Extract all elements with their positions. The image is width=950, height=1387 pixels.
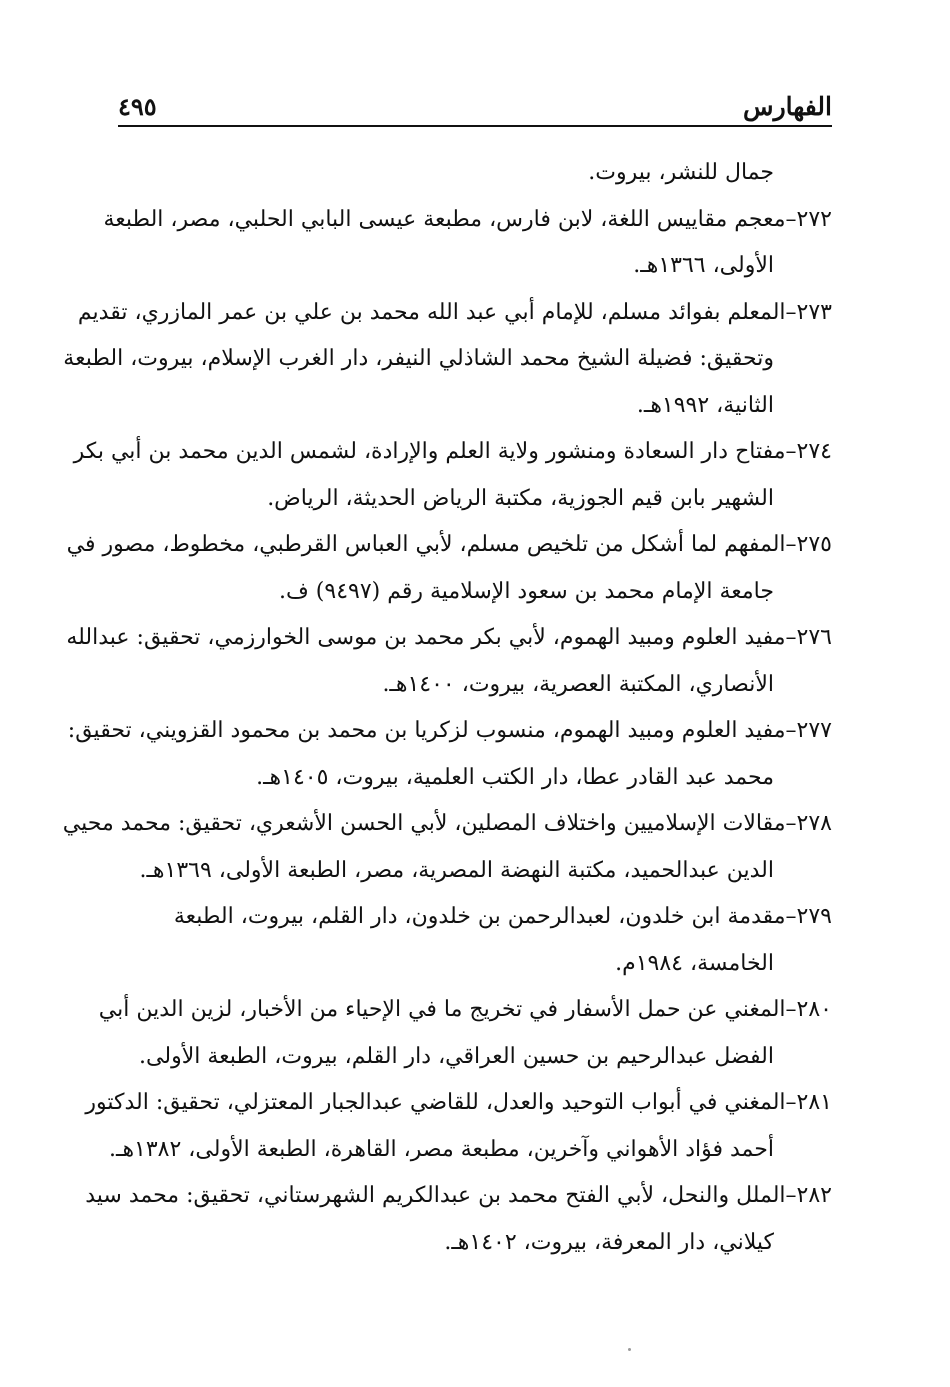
entry-number: ٢٧٨ [796,811,832,836]
entry-first-line: ٢٧٧–مفيد العلوم ومبيد الهموم، منسوب لزكريا بن محمد بن محمود القزويني، تحقيق: [67,718,832,743]
entry-first-line: ٢٧٦–مفيد العلوم ومبيد الهموم، لأبي بكر محمد بن موسى الخوارزمي، تحقيق: عبدالله [66,625,832,650]
entry-continuation-line: أحمد فؤاد الأهواني وآخرين، مطبعة مصر، القاهرة، الطبعة الأولى، ١٣٨٢هـ. [109,1136,774,1162]
entry-text: الملل والنحل، لأبي الفتح محمد بن عبدالكريم الشهرستاني، تحقيق: محمد سيد [85,1183,786,1208]
entry-number: ٢٧٢ [796,206,832,232]
bibliography-entry-273 [63,290,832,430]
bibliography-entry-274 [73,429,832,522]
entry-text: المفهم لما أشكل من تلخيص مسلم، لأبي العباس القرطبي، مخطوط، مصور في [66,532,786,557]
bibliography-entry-280 [98,987,832,1080]
entry-continuation-line: الفضل عبدالرحيم بن حسين العراقي، دار القلم، بيروت، الطبعة الأولى. [139,1043,774,1069]
bibliography-entry-282 [85,1173,832,1266]
entry-text: مقدمة ابن خلدون، لعبدالرحمن بن خلدون، دار القلم، بيروت، الطبعة [173,904,786,929]
entry-continuation-line: الأنصاري، المكتبة العصرية، بيروت، ١٤٠٠هـ. [382,671,774,697]
entry-continuation-line: الخامسة، ١٩٨٤م. [615,950,774,976]
entry-first-line: ٢٧٩–مقدمة ابن خلدون، لعبدالرحمن بن خلدون، دار القلم، بيروت، الطبعة [173,904,832,929]
scan-speck [628,1348,631,1351]
entry-number: ٢٨٠ [796,997,832,1022]
entry-continuation-line: جامعة الإمام محمد بن سعود الإسلامية رقم (٩٤٩٧) ف. [279,578,774,604]
entry-text: المعلم بفوائد مسلم، للإمام أبي عبد الله محمد بن علي بن عمر المازري، تقديم [77,299,786,325]
entry-text: مفتاح دار السعادة ومنشور ولاية العلم والإرادة، لشمس الدين محمد بن أبي بكر [73,439,786,464]
entry-number: ٢٧٩ [796,904,832,929]
continued-entry-line: جمال للنشر، بيروت. [588,160,774,185]
bibliography-entry-277 [67,708,832,801]
entry-text: المغني في أبواب التوحيد والعدل، للقاضي عبدالجبار المعتزلي، تحقيق: الدكتور [85,1090,786,1115]
entry-first-line: ٢٧٣–المعلم بفوائد مسلم، للإمام أبي عبد الله محمد بن علي بن عمر المازري، تقديم [77,299,832,325]
entry-text: مفيد العلوم ومبيد الهموم، منسوب لزكريا بن محمد بن محمود القزويني، تحقيق: [67,718,786,743]
page-number: ٤٩٥ [118,92,157,121]
entry-number: ٢٧٧ [796,718,832,743]
header-divider [118,125,832,127]
entry-continuation-line: الثانية، ١٩٩٢هـ. [636,392,774,418]
entry-first-line: ٢٨٢–الملل والنحل، لأبي الفتح محمد بن عبدالكريم الشهرستاني، تحقيق: محمد سيد [85,1183,832,1208]
entry-text: معجم مقاييس اللغة، لابن فارس، مطبعة عيسى البابي الحلبي، مصر، الطبعة [103,206,786,232]
entry-first-line: ٢٧٥–المفهم لما أشكل من تلخيص مسلم، لأبي العباس القرطبي، مخطوط، مصور في [66,532,832,557]
page-header [118,82,832,122]
entry-first-line: ٢٨١–المغني في أبواب التوحيد والعدل، للقاضي عبدالجبار المعتزلي، تحقيق: الدكتور [85,1090,832,1115]
entry-continuation-line: محمد عبد القادر عطا، دار الكتب العلمية، بيروت، ١٤٠٥هـ. [256,764,774,790]
entry-continuation-line: الأولى، ١٣٦٦هـ. [633,253,774,278]
entry-text: المغني عن حمل الأسفار في تخريج ما في الإحياء من الأخبار، لزين الدين أبي [98,997,786,1022]
entry-first-line: ٢٧٤–مفتاح دار السعادة ومنشور ولاية العلم والإرادة، لشمس الدين محمد بن أبي بكر [73,439,832,464]
bibliography-list [62,150,832,1266]
bibliography-entry-279 [120,894,832,987]
running-title: الفهارس [743,92,832,121]
entry-continuation-line: وتحقيق: فضيلة الشيخ محمد الشاذلي النيفر، دار الغرب الإسلام، بيروت، الطبعة [63,346,774,371]
entry-first-line: ٢٧٢–معجم مقاييس اللغة، لابن فارس، مطبعة عيسى البابي الحلبي، مصر، الطبعة [103,206,832,232]
entry-number: ٢٧٦ [796,625,832,650]
entry-text: مفيد العلوم ومبيد الهموم، لأبي بكر محمد بن موسى الخوارزمي، تحقيق: عبدالله [66,625,786,650]
entry-number: ٢٧٤ [796,439,832,464]
entry-first-line: ٢٨٠–المغني عن حمل الأسفار في تخريج ما في الإحياء من الأخبار، لزين الدين أبي [98,997,832,1022]
entry-number: ٢٧٣ [796,299,832,325]
bibliography-entry-272 [103,197,832,290]
entry-number: ٢٨١ [796,1090,832,1115]
bibliography-entry-278 [62,801,832,894]
bibliography-entry-281 [85,1080,832,1173]
entry-continuation-line: الشهير بابن قيم الجوزية، مكتبة الرياض الحديثة، الرياض. [267,485,774,511]
entry-text: مقالات الإسلاميين واختلاف المصلين، لأبي الحسن الأشعري، تحقيق: محمد محيي [62,811,786,836]
entry-continuation-line: الدين عبدالحميد، مكتبة النهضة المصرية، مصر، الطبعة الأولى، ١٣٦٩هـ. [139,857,774,883]
entry-number: ٢٧٥ [796,532,832,557]
bibliography-entry-276 [66,615,832,708]
entry-number: ٢٨٢ [796,1183,832,1208]
entry-continuation-line: كيلاني، دار المعرفة، بيروت، ١٤٠٢هـ. [444,1229,774,1255]
bibliography-entry-275 [66,522,832,615]
entry-first-line: ٢٧٨–مقالات الإسلاميين واختلاف المصلين، لأبي الحسن الأشعري، تحقيق: محمد محيي [62,811,832,836]
